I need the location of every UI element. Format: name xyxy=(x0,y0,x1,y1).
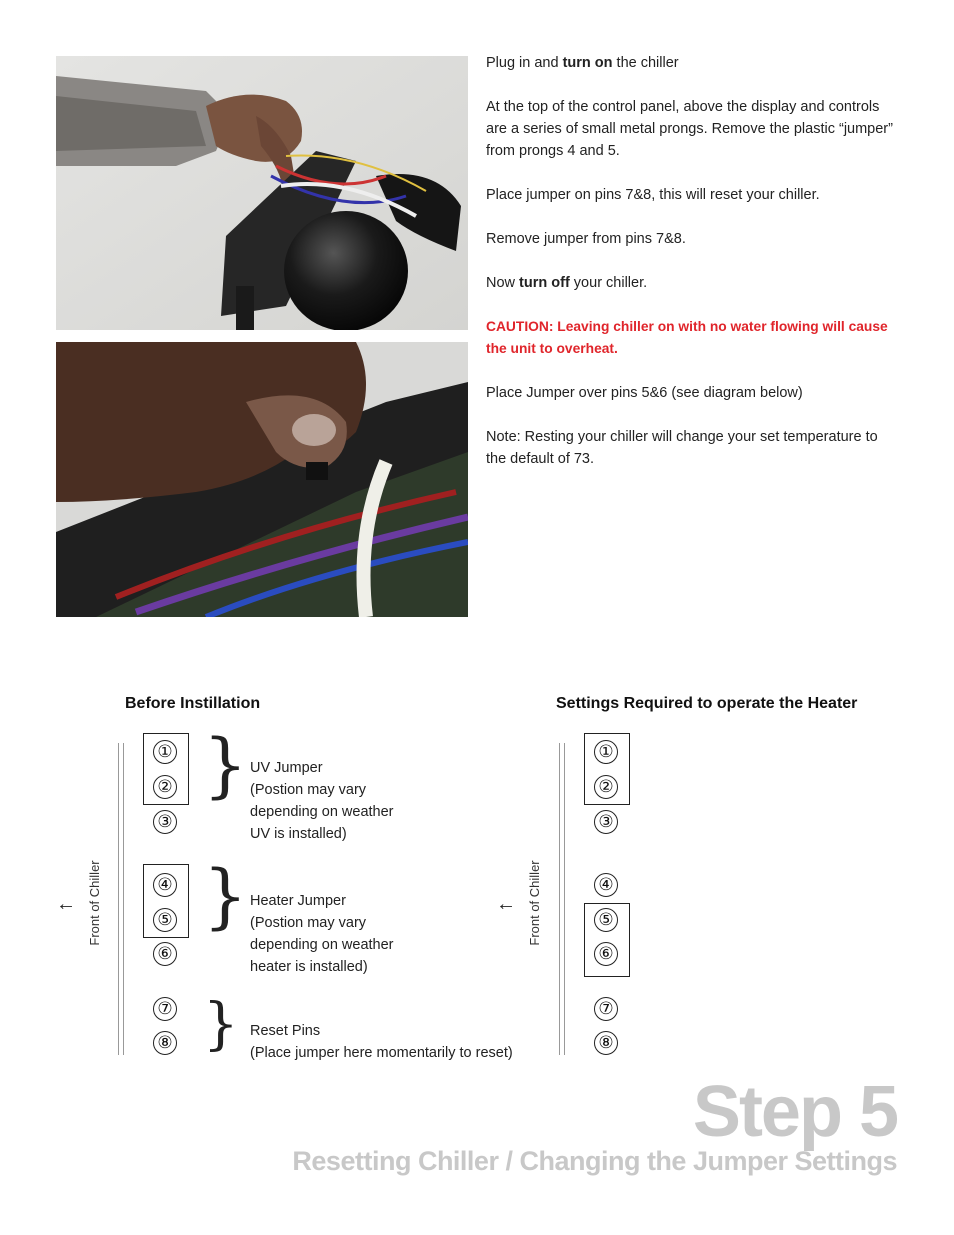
pin-1: ① xyxy=(153,740,177,764)
step-number: Step 5 xyxy=(692,1072,897,1152)
pin-2-right: ② xyxy=(594,775,618,799)
instruction-remove-reset-jumper: Remove jumper from pins 7&8. xyxy=(486,231,686,247)
rail-right xyxy=(559,743,565,1055)
instruction-turn-on: Plug in and turn on the chiller xyxy=(486,55,679,71)
pin-5: ⑤ xyxy=(153,908,177,932)
instruction-turn-off: Now turn off your chiller. xyxy=(486,275,648,291)
brace-uv-icon: } xyxy=(203,724,248,806)
instruction-heater-jumper: Place Jumper over pins 5&6 (see diagram below) xyxy=(486,385,803,401)
front-of-chiller-label-right: Front of Chiller xyxy=(527,860,542,946)
photo-placing-jumper xyxy=(56,342,468,617)
front-of-chiller-label-left: Front of Chiller xyxy=(87,860,102,946)
pin-7-right: ⑦ xyxy=(594,997,618,1021)
instruction-remove-jumper: At the top of the control panel, above the display and controls are a series of small metal prongs. Remove the plastic “jumper” from prongs 4 and 5. xyxy=(486,99,893,159)
pin-5-right: ⑤ xyxy=(594,908,618,932)
pin-6-right: ⑥ xyxy=(594,942,618,966)
pin-8: ⑧ xyxy=(153,1031,177,1055)
pin-2: ② xyxy=(153,775,177,799)
emphasis-turn-off: turn off xyxy=(519,275,570,291)
caution-warning: CAUTION: Leaving chiller on with no water flowing will cause the unit to overheat. xyxy=(486,319,888,356)
pin-7: ⑦ xyxy=(153,997,177,1021)
brace-heater-icon: } xyxy=(203,855,248,937)
note-default-temperature: Note: Resting your chiller will change your set temperature to the default of 73. xyxy=(486,429,878,467)
pin-4-right: ④ xyxy=(594,873,618,897)
diagram-title-before: Before Instillation xyxy=(125,695,261,712)
pin-8-right: ⑧ xyxy=(594,1031,618,1055)
arrow-left-icon: ← xyxy=(56,893,76,915)
pin-4: ④ xyxy=(153,873,177,897)
emphasis-turn-on: turn on xyxy=(562,55,613,71)
uv-jumper-description: UV Jumper (Postion may vary depending on weather UV is installed) xyxy=(250,760,394,842)
heater-jumper-description: Heater Jumper (Postion may vary depending on weather heater is installed) xyxy=(250,893,394,975)
photo-chiller-control-panel xyxy=(56,56,468,330)
arrow-right-diagram-icon: ← xyxy=(496,893,516,915)
pin-3: ③ xyxy=(153,810,177,834)
pin-3-right: ③ xyxy=(594,810,618,834)
step-subtitle: Resetting Chiller / Changing the Jumper Settings xyxy=(292,1146,897,1176)
reset-pins-description: Reset Pins (Place jumper here momentarily to reset) xyxy=(250,1023,513,1061)
instructions xyxy=(486,52,896,492)
rail-left xyxy=(118,743,124,1055)
instruction-place-jumper-reset: Place jumper on pins 7&8, this will reset your chiller. xyxy=(486,187,820,203)
pin-6: ⑥ xyxy=(153,942,177,966)
brace-reset-icon: } xyxy=(203,992,239,1057)
diagram-title-heater: Settings Required to operate the Heater xyxy=(556,695,858,712)
pin-1-right: ① xyxy=(594,740,618,764)
